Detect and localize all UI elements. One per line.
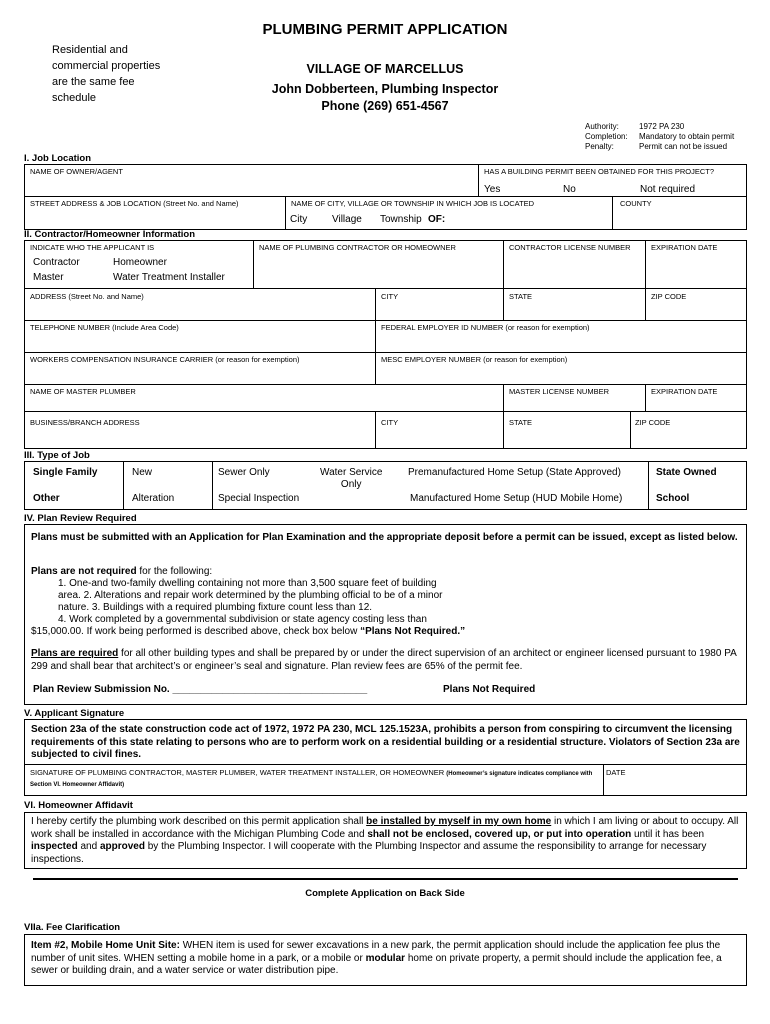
section-3-title: III. Type of Job [24, 450, 90, 461]
signature-note: (Homeowner’s signature indicates compliance with Section VI. Homeowner Affidavit) [30, 771, 593, 788]
alteration-checkbox[interactable]: Alteration [132, 493, 175, 504]
exemption-item [31, 626, 741, 639]
state-label: STATE [509, 292, 533, 301]
single-family-checkbox[interactable]: Single Family [33, 467, 98, 478]
inspector-phone: Phone (269) 651-4567 [321, 99, 449, 113]
inspector-name: John Dobberteen, Plumbing Inspector [271, 82, 499, 96]
business-address-label: BUSINESS/BRANCH ADDRESS [30, 418, 140, 427]
divider [24, 764, 747, 765]
business-city-label: CITY [381, 418, 399, 427]
workers-comp-label: WORKERS COMPENSATION INSURANCE CARRIER (or reason for exemption) [30, 355, 300, 364]
exemption-bold: “Plans Not Required.” [360, 626, 466, 637]
business-zip-label: ZIP CODE [635, 418, 671, 427]
divider [24, 411, 747, 412]
authority-row [585, 142, 734, 152]
divider [24, 352, 747, 353]
plans-not-required-checkbox[interactable]: Plans Not Required [443, 684, 536, 695]
page-title: PLUMBING PERMIT APPLICATION [262, 21, 508, 38]
building-permit-question: HAS A BUILDING PERMIT BEEN OBTAINED FOR THIS PROJECT? [484, 167, 715, 176]
affidavit-part: and [77, 841, 100, 852]
divider [645, 240, 646, 288]
water-service-line: Water Service [320, 467, 383, 478]
master-checkbox[interactable]: Master [33, 272, 64, 283]
premanufactured-checkbox[interactable]: Premanufactured Home Setup (State Approved) [408, 467, 621, 478]
plans-not-required-heading [31, 566, 731, 579]
new-checkbox[interactable]: New [132, 467, 153, 478]
divider [630, 411, 631, 449]
telephone-label: TELEPHONE NUMBER (Include Area Code) [30, 323, 179, 332]
section-2-title: II. Contractor/Homeowner Information [24, 229, 196, 240]
other-checkbox[interactable]: Other [33, 493, 60, 504]
divider [478, 164, 479, 196]
section-4-title: IV. Plan Review Required [24, 513, 137, 524]
business-state-label: STATE [509, 418, 533, 427]
exemption-item: area. 2. Alterations and repair work determined by the plumbing official to be of a minor [58, 590, 443, 601]
mesc-label: MESC EMPLOYER NUMBER (or reason for exemption) [381, 355, 568, 364]
of-label: OF: [428, 214, 446, 225]
zip-label: ZIP CODE [651, 292, 687, 301]
street-address-label: STREET ADDRESS & JOB LOCATION (Street No. and Name) [30, 199, 239, 208]
authority-key: Completion: [585, 132, 628, 141]
village-name: VILLAGE OF MARCELLUS [306, 62, 464, 76]
owner-label: NAME OF OWNER/AGENT [30, 167, 123, 176]
master-expiration-label: EXPIRATION DATE [651, 387, 718, 396]
fee-note-line: Residential and [52, 44, 128, 56]
fein-label: FEDERAL EMPLOYER ID NUMBER (or reason for exemption) [381, 323, 590, 332]
mobile-home-bold: Item #2, Mobile Home Unit Site: [31, 940, 180, 951]
exemption-item: 4. Work completed by a governmental subdivision or state agency costing less than [58, 614, 427, 625]
divider [212, 461, 213, 510]
divider [503, 240, 504, 320]
mobile-home-part: home on private property, a permit should include the application fee, a sewer or building drain, and a water service or water distribution pipe. [31, 952, 722, 976]
applicant-type-label: INDICATE WHO THE APPLICANT IS [30, 243, 155, 252]
authority-row [585, 132, 734, 142]
master-license-label: MASTER LICENSE NUMBER [509, 387, 610, 396]
affidavit-text [31, 816, 743, 866]
plans-required-rest: for all other building types and shall be prepared by or under the direct supervision of an architect or engineer licensed pursuant to 1980 PA 299 and shall bear that architect’s or engineer’s seal and signature. Plan review fees are 65% of the permit fee. [31, 648, 737, 672]
township-checkbox[interactable]: Township [380, 214, 422, 225]
authority-block [585, 122, 734, 152]
divider [612, 196, 613, 230]
license-number-label: CONTRACTOR LICENSE NUMBER [509, 243, 631, 252]
plan-review-intro: Plans must be submitted with an Application for Plan Examination and the appropriate deposit before a permit can be issued, except as listed below. [31, 532, 738, 543]
section-6-title: VI. Homeowner Affidavit [24, 800, 133, 811]
master-plumber-label: NAME OF MASTER PLUMBER [30, 387, 136, 396]
fee-clarification-title: VIIa. Fee Clarification [24, 922, 121, 933]
affidavit-part: in which I am living or about to occupy. All work shall be installed in accordance with the Michigan Plumbing Code and [31, 816, 739, 840]
state-owned-checkbox[interactable]: State Owned [656, 467, 717, 478]
divider [645, 384, 646, 411]
plans-not-required-bold: Plans are not required [31, 566, 137, 577]
exemption-text: $15,000.00. If work being performed is described above, check box below [31, 626, 361, 637]
affidavit-bold: inspected [31, 841, 78, 852]
school-checkbox[interactable]: School [656, 493, 690, 504]
mobile-home-part: WHEN item is used for sewer excavations in a new park, the permit application should include the application fee plus the number of unit sites. WHEN setting a mobile home in a park, or a mobile or [31, 940, 721, 964]
city-village-label: NAME OF CITY, VILLAGE OR TOWNSHIP IN WHICH JOB IS LOCATED [291, 199, 535, 208]
submission-number-field[interactable]: Plan Review Submission No. ___________________________________ [33, 684, 368, 695]
village-checkbox[interactable]: Village [332, 214, 362, 225]
divider [648, 461, 649, 510]
modular-bold: modular [365, 952, 406, 964]
affidavit-part: by the Plumbing Inspector. I will cooperate with the Plumbing Inspector and assume the responsibility to arrange for necessary inspections. [31, 841, 707, 865]
expiration-date-label: EXPIRATION DATE [651, 243, 718, 252]
divider [603, 764, 604, 796]
fee-note-line: are the same fee [52, 76, 135, 88]
permit-yes-checkbox[interactable]: Yes [484, 184, 501, 195]
section-5-title: V. Applicant Signature [24, 708, 125, 719]
affidavit-part: I hereby certify the plumbing work described on this permit application shall [31, 816, 367, 827]
divider [33, 878, 738, 880]
fee-note-line: schedule [52, 92, 97, 104]
divider [253, 240, 254, 288]
divider [285, 196, 286, 230]
water-service-line: Only [340, 479, 362, 490]
address-label: ADDRESS (Street No. and Name) [30, 292, 144, 301]
signature-label: SIGNATURE OF PLUMBING CONTRACTOR, MASTER PLUMBER, WATER TREATMENT INSTALLER, OR HOMEOWNER [30, 768, 445, 777]
authority-key: Authority: [585, 122, 619, 131]
permit-not-required-checkbox[interactable]: Not required [640, 184, 696, 195]
contractor-name-label: NAME OF PLUMBING CONTRACTOR OR HOMEOWNER [259, 243, 456, 252]
permit-no-checkbox[interactable]: No [563, 184, 576, 195]
date-label: DATE [606, 768, 626, 777]
divider [503, 384, 504, 449]
divider [375, 288, 376, 384]
fee-note-line: commercial properties [52, 60, 161, 72]
affidavit-bold: approved [99, 841, 145, 852]
authority-key: Penalty: [585, 142, 614, 151]
affidavit-bold: shall not be enclosed, covered up, or put into operation [367, 828, 632, 840]
special-inspection-checkbox[interactable]: Special Inspection [218, 493, 300, 504]
manufactured-home-checkbox[interactable]: Manufactured Home Setup (HUD Mobile Home) [410, 493, 623, 504]
divider [24, 320, 747, 321]
water-treatment-checkbox[interactable]: Water Treatment Installer [113, 272, 225, 283]
authority-value: Permit can not be issued [639, 142, 728, 151]
contractor-checkbox[interactable]: Contractor [33, 257, 80, 268]
divider [645, 288, 646, 320]
section-1-title: I. Job Location [24, 153, 92, 164]
divider [123, 461, 124, 510]
affidavit-bold: be installed by myself in my own home [366, 816, 552, 827]
divider [24, 384, 747, 385]
plans-required-bold: Plans are required [31, 648, 119, 659]
affidavit-part: until it has been [631, 828, 705, 840]
divider [375, 411, 376, 449]
section-23a-text: Section 23a of the state construction code act of 1972, 1972 PA 230, MCL 125.1523A, prohibits a person from conspiring to circumvent the licensing requirements of this state relating to persons who are to perform work on a residential building or a residential structure. Violators of Section 23a are subjected to civil fines. [31, 724, 740, 760]
back-side-note: Complete Application on Back Side [305, 888, 465, 899]
exemption-item: nature. 3. Buildings with a required plumbing fixture count less than 12. [58, 602, 373, 613]
water-service-checkbox[interactable] [320, 467, 382, 491]
signature-field[interactable] [30, 768, 602, 790]
sewer-only-checkbox[interactable]: Sewer Only [218, 467, 270, 478]
exemption-item: 1. One-and two-family dwelling containing not more than 3,500 square feet of building [58, 578, 437, 589]
city-checkbox[interactable]: City [290, 214, 308, 225]
authority-value: 1972 PA 230 [639, 122, 685, 131]
city-label: CITY [381, 292, 399, 301]
plans-not-required-rest: for the following: [136, 566, 213, 577]
authority-value: Mandatory to obtain permit [639, 132, 735, 141]
authority-row [585, 122, 734, 132]
plans-required-text [31, 648, 743, 673]
divider [24, 288, 747, 289]
divider [24, 196, 747, 197]
homeowner-checkbox[interactable]: Homeowner [113, 257, 167, 268]
county-label: COUNTY [620, 199, 652, 208]
mobile-home-text [31, 940, 743, 978]
